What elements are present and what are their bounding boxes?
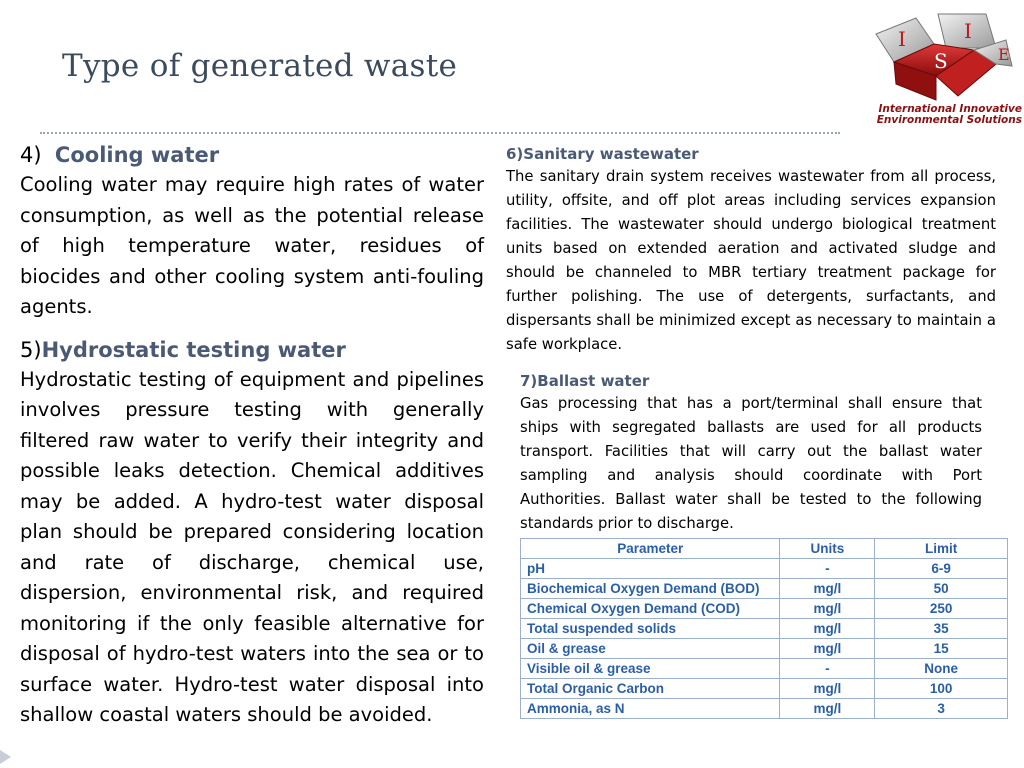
cell-units: - <box>780 659 875 679</box>
cell-limit: None <box>875 659 1008 679</box>
cell-limit: 250 <box>875 599 1008 619</box>
hydro-number: 5) <box>20 337 42 362</box>
ballast-heading: 7)Ballast water <box>520 372 650 390</box>
cell-limit: 50 <box>875 579 1008 599</box>
cell-limit: 35 <box>875 619 1008 639</box>
cell-parameter: Total Organic Carbon <box>521 679 780 699</box>
cell-units: mg/l <box>780 599 875 619</box>
title-divider <box>40 132 840 134</box>
logo-letter-e: E <box>998 45 1010 64</box>
cooling-title: Cooling water <box>54 143 220 167</box>
header-limit: Limit <box>875 539 1008 559</box>
header-parameter: Parameter <box>521 539 780 559</box>
left-column <box>20 140 484 731</box>
cooling-number: 4) <box>20 143 42 167</box>
cell-parameter: Total suspended solids <box>521 619 780 639</box>
table-row <box>521 599 1008 619</box>
logo-line-2: Environmental Solutions <box>876 114 1022 126</box>
table-row <box>521 619 1008 639</box>
cell-limit: 15 <box>875 639 1008 659</box>
cell-parameter: Visible oil & grease <box>521 659 780 679</box>
cooling-heading <box>20 140 484 170</box>
table-header-row <box>521 539 1008 559</box>
table-row <box>521 659 1008 679</box>
cell-parameter: Biochemical Oxygen Demand (BOD) <box>521 579 780 599</box>
sanitary-heading: 6)Sanitary wastewater <box>506 145 699 163</box>
cell-units: mg/l <box>780 619 875 639</box>
table-row <box>521 639 1008 659</box>
ballast-standards-table <box>520 538 1008 719</box>
logo-letter-i2: I <box>964 19 972 43</box>
sanitary-body: The sanitary drain system receives wastewater from all process, utility, offsite, and off plot areas including services expansion facilities. The wastewater should undergo biological treatment units based on extended aeration and activated sludge and should be channeled to MBR tertiary treatment package for further polishing. The use of detergents, surfactants, and dispersants shall be minimized except as necessary to maintain a safe workplace. <box>506 168 996 353</box>
table-row <box>521 699 1008 719</box>
table-row <box>521 559 1008 579</box>
bullet-arrow-icon <box>0 750 11 764</box>
cell-units: mg/l <box>780 639 875 659</box>
table-row <box>521 679 1008 699</box>
logo-wordmark <box>852 104 1022 126</box>
sanitary-section <box>506 143 996 357</box>
ballast-body: Gas processing that has a port/terminal shall ensure that ships with segregated ballasts are used for all products transport. Facilities that will carry out the ballast water sampling and analysis should coordinate with Port Authorities. Ballast water shall be tested to the following standards prior to discharge. <box>520 395 982 532</box>
hydro-heading <box>20 335 484 365</box>
cell-units: mg/l <box>780 579 875 599</box>
cell-units: mg/l <box>780 679 875 699</box>
ballast-section <box>520 370 982 536</box>
logo-line-1: International Innovative <box>878 103 1022 115</box>
cell-units: mg/l <box>780 699 875 719</box>
header-units: Units <box>780 539 875 559</box>
cell-units: - <box>780 559 875 579</box>
table-row <box>521 579 1008 599</box>
cooling-body: Cooling water may require high rates of water consumption, as well as the potential release of high temperature water, residues of biocides and other cooling system anti-fouling agents. <box>20 173 484 318</box>
cell-parameter: Oil & grease <box>521 639 780 659</box>
cell-parameter: Chemical Oxygen Demand (COD) <box>521 599 780 619</box>
cell-parameter: pH <box>521 559 780 579</box>
cell-limit: 100 <box>875 679 1008 699</box>
cell-limit: 6-9 <box>875 559 1008 579</box>
cell-limit: 3 <box>875 699 1008 719</box>
hydro-body: Hydrostatic testing of equipment and pipelines involves pressure testing with generally filtered raw water to verify their integrity and possible leaks detection. Chemical additives may be added. A hydro-test water disposal plan should be prepared considering location and rate of discharge, chemical use, dispersion, environmental risk, and required monitoring if the only feasible alternative for disposal of hydro-test waters into the sea or to surface water. Hydro-test water disposal into shallow coastal waters should be avoided. <box>20 367 484 726</box>
hydro-title: Hydrostatic testing water <box>41 337 346 362</box>
cell-parameter: Ammonia, as N <box>521 699 780 719</box>
logo-letter-s: S <box>934 49 948 73</box>
logo-letter-i1: I <box>898 27 906 51</box>
slide-title: Type of generated waste <box>62 48 458 84</box>
